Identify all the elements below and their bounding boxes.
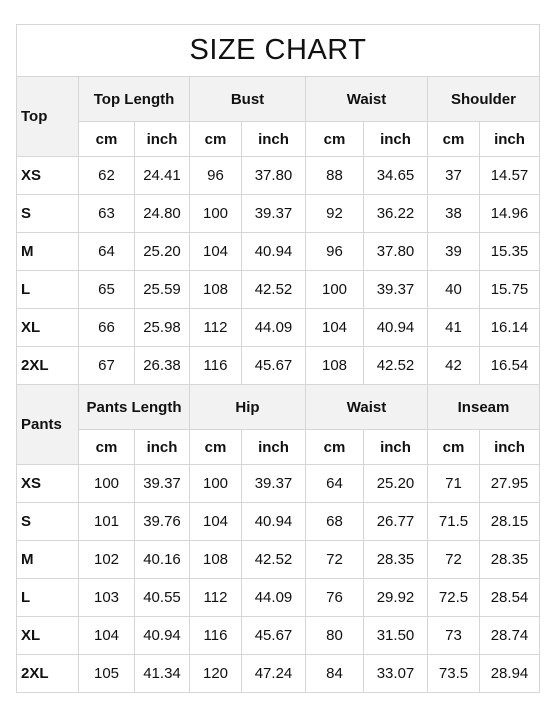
measurement-cell: 40 [428,271,480,309]
unit-header-inch: inch [480,430,540,465]
size-label: XS [17,157,79,195]
size-chart-table [16,24,540,693]
size-label: XL [17,309,79,347]
table-row [17,465,540,503]
unit-header-cm: cm [428,430,480,465]
measurement-cell: 72.5 [428,579,480,617]
measurement-cell: 42.52 [242,271,306,309]
section-label-pants: Pants [17,385,79,465]
measurement-cell: 42.52 [364,347,428,385]
measurement-cell: 27.95 [480,465,540,503]
size-label: XS [17,465,79,503]
measurement-cell: 72 [306,541,364,579]
unit-header-cm: cm [306,122,364,157]
table-row [17,617,540,655]
measurement-cell: 108 [306,347,364,385]
measurement-cell: 104 [79,617,135,655]
measurement-cell: 62 [79,157,135,195]
column-group-header: Pants Length [79,385,190,430]
measurement-cell: 76 [306,579,364,617]
measurement-cell: 25.59 [135,271,190,309]
measurement-cell: 39.76 [135,503,190,541]
measurement-cell: 36.22 [364,195,428,233]
column-group-header: Shoulder [428,77,540,122]
measurement-cell: 33.07 [364,655,428,693]
measurement-cell: 100 [306,271,364,309]
measurement-cell: 80 [306,617,364,655]
unit-header-cm: cm [79,430,135,465]
size-label: XL [17,617,79,655]
measurement-cell: 108 [190,541,242,579]
measurement-cell: 102 [79,541,135,579]
size-label: L [17,579,79,617]
measurement-cell: 15.75 [480,271,540,309]
measurement-cell: 73 [428,617,480,655]
size-chart [16,24,539,693]
measurement-cell: 40.55 [135,579,190,617]
measurement-cell: 65 [79,271,135,309]
measurement-cell: 92 [306,195,364,233]
measurement-cell: 16.54 [480,347,540,385]
unit-header-inch: inch [364,430,428,465]
measurement-cell: 37.80 [364,233,428,271]
measurement-cell: 88 [306,157,364,195]
measurement-cell: 112 [190,579,242,617]
measurement-cell: 24.41 [135,157,190,195]
table-row [17,309,540,347]
measurement-cell: 67 [79,347,135,385]
measurement-cell: 28.94 [480,655,540,693]
measurement-cell: 28.15 [480,503,540,541]
table-row [17,579,540,617]
measurement-cell: 15.35 [480,233,540,271]
table-row [17,541,540,579]
measurement-cell: 116 [190,617,242,655]
measurement-cell: 96 [190,157,242,195]
column-group-header: Bust [190,77,306,122]
table-row [17,195,540,233]
measurement-cell: 42 [428,347,480,385]
measurement-cell: 112 [190,309,242,347]
measurement-cell: 28.35 [480,541,540,579]
measurement-cell: 64 [306,465,364,503]
measurement-cell: 14.96 [480,195,540,233]
unit-header-inch: inch [135,430,190,465]
measurement-cell: 14.57 [480,157,540,195]
measurement-cell: 105 [79,655,135,693]
measurement-cell: 28.54 [480,579,540,617]
unit-header-inch: inch [242,430,306,465]
measurement-cell: 72 [428,541,480,579]
measurement-cell: 96 [306,233,364,271]
measurement-cell: 34.65 [364,157,428,195]
measurement-cell: 41 [428,309,480,347]
table-row [17,271,540,309]
measurement-cell: 66 [79,309,135,347]
column-group-header: Hip [190,385,306,430]
measurement-cell: 44.09 [242,309,306,347]
size-label: M [17,541,79,579]
column-group-header: Inseam [428,385,540,430]
measurement-cell: 101 [79,503,135,541]
measurement-cell: 40.94 [135,617,190,655]
measurement-cell: 39 [428,233,480,271]
unit-header-cm: cm [190,122,242,157]
measurement-cell: 39.37 [364,271,428,309]
measurement-cell: 104 [190,503,242,541]
measurement-cell: 40.16 [135,541,190,579]
measurement-cell: 68 [306,503,364,541]
measurement-cell: 108 [190,271,242,309]
measurement-cell: 71 [428,465,480,503]
measurement-cell: 104 [190,233,242,271]
measurement-cell: 40.94 [364,309,428,347]
unit-header-inch: inch [135,122,190,157]
table-row [17,233,540,271]
measurement-cell: 64 [79,233,135,271]
measurement-cell: 25.98 [135,309,190,347]
measurement-cell: 100 [190,465,242,503]
measurement-cell: 42.52 [242,541,306,579]
table-row [17,347,540,385]
chart-title: SIZE CHART [17,25,540,77]
unit-header-cm: cm [428,122,480,157]
measurement-cell: 38 [428,195,480,233]
measurement-cell: 16.14 [480,309,540,347]
measurement-cell: 45.67 [242,617,306,655]
measurement-cell: 100 [79,465,135,503]
measurement-cell: 103 [79,579,135,617]
measurement-cell: 29.92 [364,579,428,617]
measurement-cell: 44.09 [242,579,306,617]
size-label: S [17,195,79,233]
measurement-cell: 37.80 [242,157,306,195]
column-group-header: Waist [306,77,428,122]
measurement-cell: 40.94 [242,233,306,271]
measurement-cell: 104 [306,309,364,347]
section-label-top: Top [17,77,79,157]
measurement-cell: 120 [190,655,242,693]
table-row [17,503,540,541]
column-group-header: Waist [306,385,428,430]
measurement-cell: 63 [79,195,135,233]
table-row [17,157,540,195]
measurement-cell: 37 [428,157,480,195]
size-label: S [17,503,79,541]
measurement-cell: 100 [190,195,242,233]
column-group-header: Top Length [79,77,190,122]
measurement-cell: 41.34 [135,655,190,693]
measurement-cell: 28.74 [480,617,540,655]
measurement-cell: 31.50 [364,617,428,655]
unit-header-inch: inch [480,122,540,157]
size-label: L [17,271,79,309]
measurement-cell: 39.37 [135,465,190,503]
measurement-cell: 84 [306,655,364,693]
measurement-cell: 28.35 [364,541,428,579]
table-row [17,655,540,693]
measurement-cell: 45.67 [242,347,306,385]
unit-header-inch: inch [364,122,428,157]
unit-header-cm: cm [306,430,364,465]
measurement-cell: 39.37 [242,195,306,233]
measurement-cell: 24.80 [135,195,190,233]
measurement-cell: 73.5 [428,655,480,693]
measurement-cell: 26.77 [364,503,428,541]
size-label: 2XL [17,347,79,385]
measurement-cell: 25.20 [135,233,190,271]
unit-header-inch: inch [242,122,306,157]
measurement-cell: 47.24 [242,655,306,693]
unit-header-cm: cm [79,122,135,157]
measurement-cell: 71.5 [428,503,480,541]
measurement-cell: 40.94 [242,503,306,541]
measurement-cell: 116 [190,347,242,385]
unit-header-cm: cm [190,430,242,465]
measurement-cell: 26.38 [135,347,190,385]
size-label: 2XL [17,655,79,693]
size-label: M [17,233,79,271]
measurement-cell: 25.20 [364,465,428,503]
measurement-cell: 39.37 [242,465,306,503]
